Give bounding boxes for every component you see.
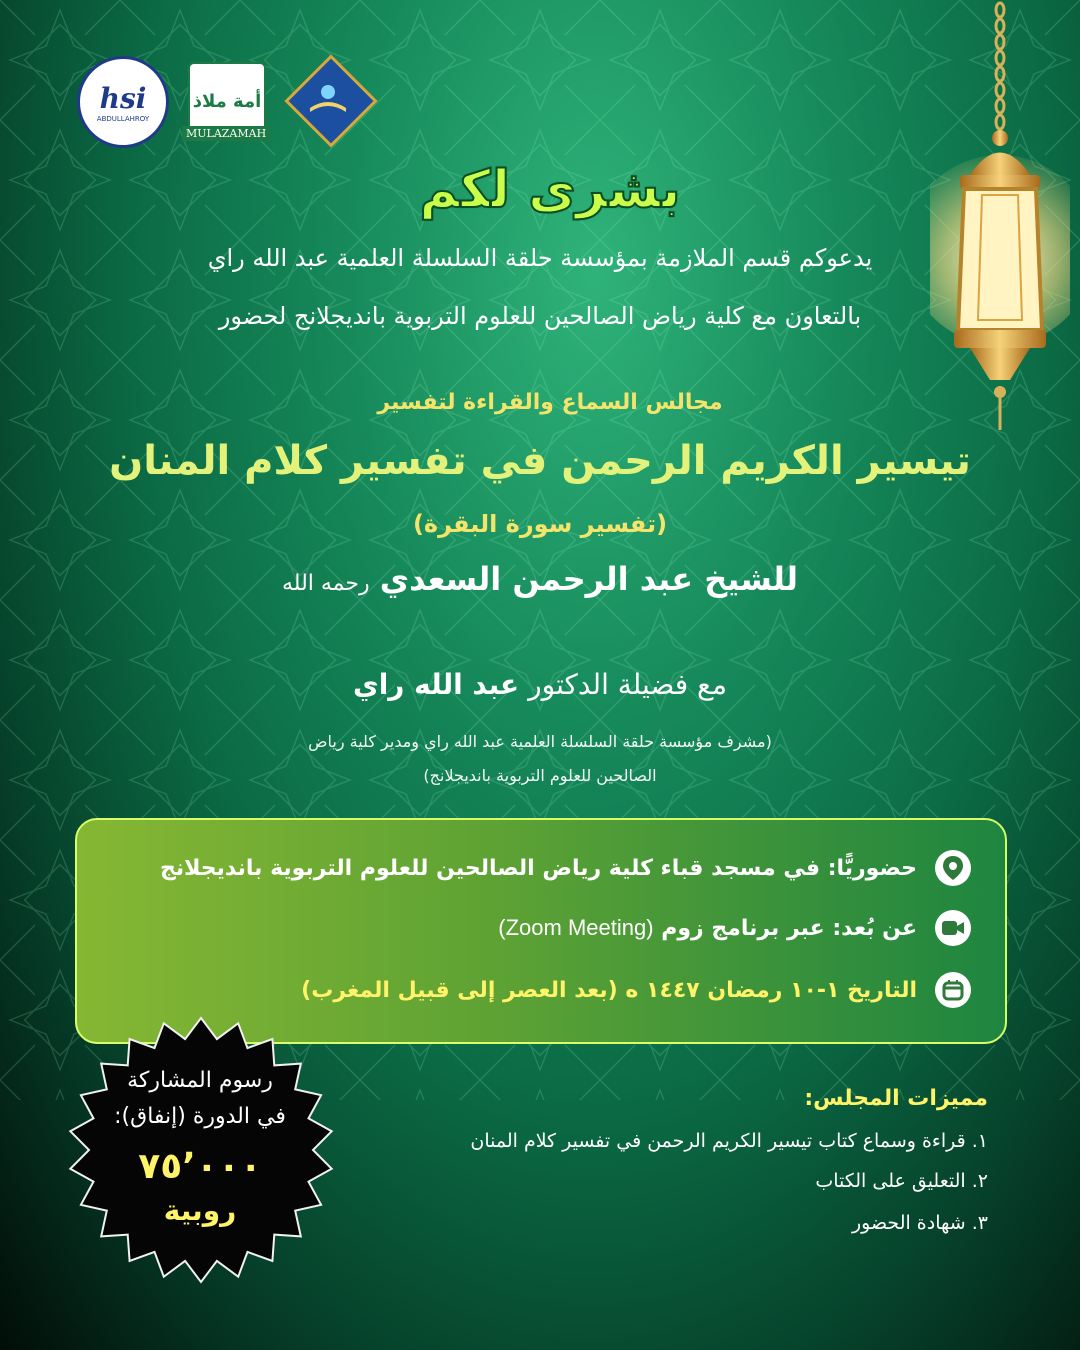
course-subtitle: مجالس السماع والقراءة لتفسير	[377, 390, 723, 415]
invite-line-2: بالتعاون مع كلية رياض الصالحين للعلوم التربوية بانديجلانج لحضور	[218, 302, 862, 330]
calendar-icon	[935, 972, 971, 1008]
mulazamah-logo-arabic: أمة ملاذ	[192, 90, 262, 112]
online-label: عن بُعد:	[832, 916, 917, 941]
online-platform: عبر برنامج زوم	[661, 916, 825, 941]
teacher-prefix: مع فضيلة الدكتور	[528, 668, 727, 701]
features-heading: مميزات المجلس:	[804, 1086, 988, 1111]
greeting-title	[380, 160, 720, 220]
teacher-desc-2: الصالحين للعلوم التربوية بانديجلانج)	[423, 766, 657, 785]
onsite-text	[160, 856, 917, 881]
date-value: ١-١٠ رمضان ١٤٤٧ ه (بعد العصر إلى قبيل المغرب)	[301, 977, 840, 1003]
feature-item-3: ٣. شهادة الحضور	[851, 1212, 988, 1234]
hsi-logo-text: hsi	[99, 81, 147, 115]
fee-line-2: في الدورة (إنفاق):	[114, 1104, 286, 1129]
date-label: التاريخ	[847, 977, 917, 1003]
mulazamah-logo-caption: MULAZAMAH	[182, 126, 270, 141]
date-row	[301, 972, 971, 1008]
course-title: تيسير الكريم الرحمن في تفسير كلام المنان	[109, 438, 971, 484]
fee-amount: ٧٥٬٠٠٠	[138, 1146, 262, 1187]
online-row	[498, 910, 971, 946]
hsi-logo	[77, 56, 169, 148]
onsite-row	[160, 850, 971, 886]
date-text	[301, 978, 917, 1003]
video-icon	[935, 910, 971, 946]
teacher-name: عبد الله راي	[353, 668, 520, 701]
hsi-logo-subtext: ABDULLAHROY	[96, 114, 150, 123]
author-line	[200, 560, 880, 598]
book-icon	[306, 78, 350, 118]
greeting-text: بشرى لكم	[419, 160, 681, 220]
fee-line-1: رسوم المشاركة	[127, 1068, 273, 1093]
feature-item-2: ٢. التعليق على الكتاب	[815, 1170, 988, 1192]
location-icon	[935, 850, 971, 886]
author-suffix: رحمه الله	[281, 571, 370, 596]
invite-line-1: يدعوكم قسم الملازمة بمؤسسة حلقة السلسلة العلمية عبد الله راي	[207, 244, 873, 272]
college-logo	[292, 62, 372, 142]
mulazamah-logo	[182, 62, 268, 146]
course-surah: (تفسير سورة البقرة)	[412, 510, 668, 538]
onsite-label: حضوريًّا:	[827, 855, 917, 881]
online-zoom-label: (Zoom Meeting)	[498, 915, 654, 940]
onsite-location: في مسجد قباء كلية رياض الصالحين للعلوم التربوية بانديجلانج	[159, 855, 821, 881]
feature-item-1: ١. قراءة وسماع كتاب تيسير الكريم الرحمن في تفسير كلام المنان	[470, 1130, 988, 1152]
teacher-line	[250, 668, 830, 701]
lantern-icon	[930, 0, 1070, 440]
fee-currency: روبية	[163, 1194, 237, 1227]
teacher-desc-1: (مشرف مؤسسة حلقة السلسلة العلمية عبد الله راي ومدير كلية رياض	[308, 732, 772, 751]
author-name: للشيخ عبد الرحمن السعدي	[379, 560, 798, 598]
online-text	[498, 915, 917, 941]
